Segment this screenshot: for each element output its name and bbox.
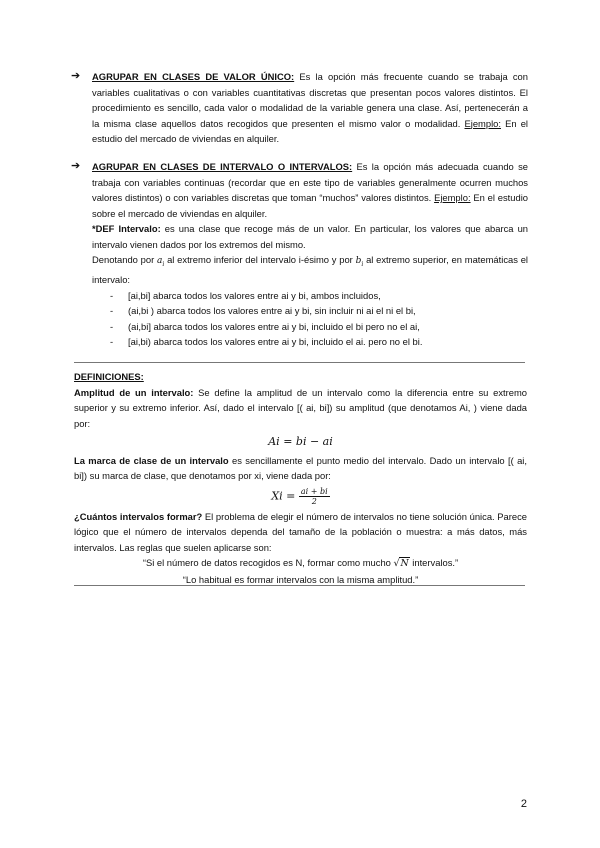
list-item: - (ai,bi] abarca todos los valores entre ai y bi, incluido el bi pero no el ai, [110,320,420,332]
amplitud-text: Se define la amplitud de un intervalo como la diferencia entre su extremo superior y su extremo inferior. Así, dado el intervalo [( ai, bi]) su amplitud (que denotamos Ai, ) viene dada por: [74,386,527,429]
denot-text-b: al extremo inferior del intervalo i-ésimo y por [164,254,356,265]
bullet-title: AGRUPAR EN CLASES DE VALOR ÚNICO: [92,71,295,82]
b-sub: i [361,260,364,268]
marca-label: La marca de clase de un intervalo [74,454,229,466]
interval-list [110,288,528,350]
marca-fraction [299,487,330,506]
example-text: En el estudio del mercado de viviendas en alquiler. [92,117,528,144]
amplitud-label: Amplitud de un intervalo: [74,386,194,398]
def-intervalo [92,221,528,252]
def-intervalo-label: *DEF Intervalo: [92,223,161,234]
sqrt-symbol: √N [393,558,409,569]
bullet-text: Es la opción más adecuada cuando se trabaja con variables continuas (recordar que en este tipo de variables generalmente ocurren muchos valores distintos) o con variables discretas que toman “muchos” valores distintos. [92,161,528,203]
marca-paragraph [74,453,527,484]
rule-2: “Lo habitual es formar intervalos con la misma amplitud.” [182,573,419,585]
bullet-intervalos [71,159,529,350]
definiciones-section [74,369,527,587]
rule-1-pre: “Si el número de datos recogidos es N, formar como mucho [142,557,394,568]
rule-1 [74,555,527,572]
list-item: - (ai,bi ) abarca todos los valores entre ai y bi, sin incluir ni ai el ni el bi, [110,305,416,317]
fraction-numerator: ai + bi [300,486,328,496]
list-item-text: (ai,bi ) abarca todos los valores entre ai y bi, sin incluir ni ai el ni el bi, [128,305,416,317]
bullet-valor-unico [71,69,528,147]
denot-text-a: Denotando por [92,254,157,265]
fraction-denominator: 2 [311,496,317,506]
a-sym: a [157,256,163,266]
denotation [92,252,528,288]
b-sym: b [355,256,362,266]
bullet-text: Es la opción más frecuente cuando se trabaja con variables cualitativas o con variables cuantitativas discretas que presentan pocos valores distintos. El procedimiento es sencillo, cada valor o modalidad de la variable genera una clase. Así, pertenecerán a la misma clase aquellos datos recogidos que presenten el mismo valor o modalidad. [92,71,528,129]
page-number: 2 [520,798,527,810]
example-text: En el estudio sobre el mercado de viviendas en alquiler. [92,192,529,219]
arrow-icon: ➔ [71,70,81,82]
example-label: Ejemplo: [434,192,471,203]
example-label: Ejemplo: [464,117,501,129]
amplitud-paragraph [74,385,527,432]
a-sub: i [162,260,165,268]
list-item-text: [ai,bi] abarca todos los valores entre ai y bi, ambos incluidos, [128,289,381,301]
sqrt-radicand: N [400,558,409,569]
rule-1-post: intervalos.” [409,557,459,568]
marca-text: es sencillamente el punto medio del intervalo. Dado un intervalo [( ai, bi]) su marca de clase, que denotamos por xi, viene dada por: [74,454,527,481]
amplitud-formula: Ai = bi − ai [268,435,333,448]
list-item: - [ai,bi] abarca todos los valores entre ai y bi, ambos incluidos, [110,289,381,301]
cuantos-text: El problema de elegir el número de intervalos no tiene solución única. Parece lógico que el número de intervalos dependa del tamaño de la población o muestra: a más datos, más intervalos. Las reglas que suelen aplicarse son: [74,510,527,553]
definiciones-heading: DEFINICIONES: [74,371,144,382]
list-item-text: (ai,bi] abarca todos los valores entre ai y bi, incluido el bi pero no el ai, [128,320,420,332]
cuantos-paragraph [74,509,527,556]
marca-formula [74,487,527,506]
def-intervalo-text: es una clase que recoge más de un valor. En particular, los valores que abarca un intervalo vienen dados por los extremos del mismo. [92,223,529,250]
cuantos-label: ¿Cuántos intervalos formar? [74,510,203,522]
marca-lhs: Xi = [271,489,296,502]
divider [74,362,525,363]
list-item: - [ai,bi) abarca todos los valores entre ai y bi, incluido el ai. pero no el bi. [110,336,423,348]
divider [74,585,525,586]
bullet-title: AGRUPAR EN CLASES DE INTERVALO O INTERVALOS: [92,161,353,172]
list-item-text: [ai,bi) abarca todos los valores entre ai y bi, incluido el ai. pero no el bi. [128,336,423,348]
arrow-icon: ➔ [71,160,81,172]
denot-text-c: al extremo superior, en matemáticas el intervalo: [92,254,528,286]
